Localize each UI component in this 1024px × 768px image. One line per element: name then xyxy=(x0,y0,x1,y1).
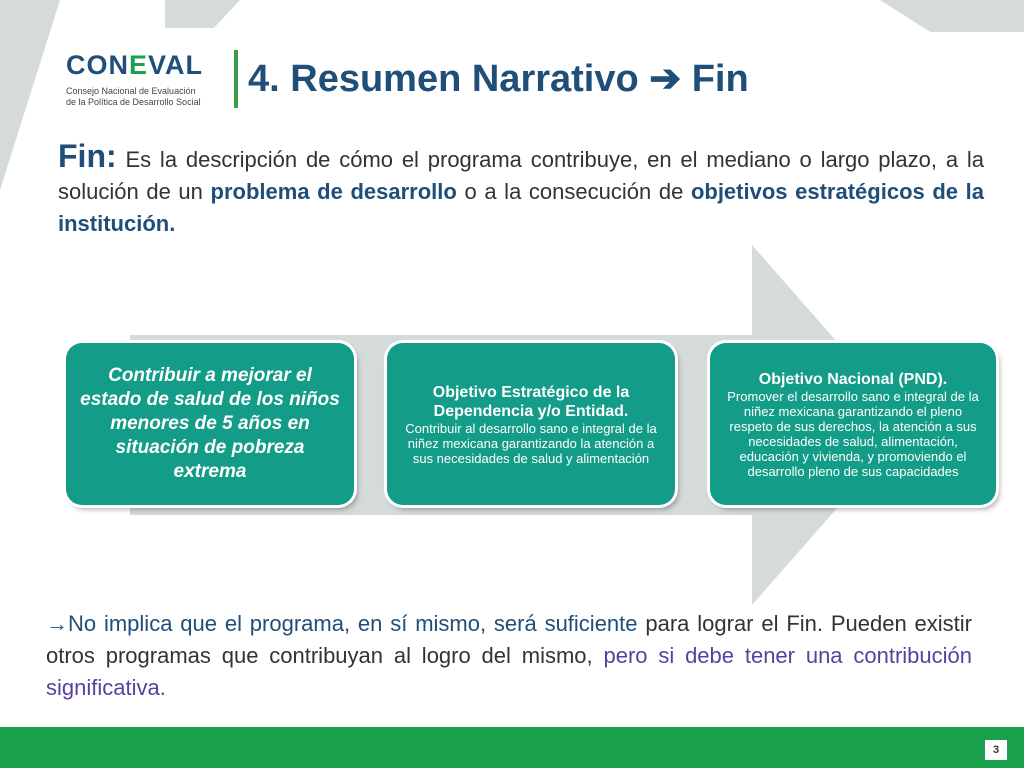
footer-bar xyxy=(0,727,1024,768)
page-number: 3 xyxy=(985,740,1007,760)
logo-wordmark: CONEVAL xyxy=(66,50,204,80)
objetivo-estrategico-box: Objetivo Estratégico de la Dependencia y/o Entidad. Contribuir al desarrollo sano e integral de la niñez mexicana garantizando la atención a sus necesidades de salud y alimentación xyxy=(387,343,675,505)
right-arrow-icon: ➔ xyxy=(649,58,682,100)
logo-subtitle: Consejo Nacional de Evaluación de la Política de Desarrollo Social xyxy=(66,86,201,107)
objetivo-nacional-box: Objetivo Nacional (PND). Promover el desarrollo sano e integral de la niñez mexicana garantizando el pleno respeto de sus derechos, la atención a sus necesidades de salud, alimentación, educación y vivienda, y promoviendo el desarrollo pleno de sus capacidades xyxy=(710,343,996,505)
note-paragraph: →No implica que el programa, en sí mismo, será suficiente para lograr el Fin. Pueden existir otros programas que contribuyan al logro del mismo, pero si debe tener una contribución significativa. xyxy=(46,611,972,700)
fin-box: Contribuir a mejorar el estado de salud de los niños menores de 5 años en situación de pobreza extrema xyxy=(66,343,354,505)
page-title: 4. Resumen Narrativo ➔ Fin xyxy=(248,58,749,100)
fin-definition: Fin: Es la descripción de cómo el programa contribuye, en el mediano o largo plazo, a la solución de un problema de desarrollo o a la consecución de objetivos estratégicos de la institución. xyxy=(58,138,985,236)
fin-label: Fin: xyxy=(58,138,117,174)
right-arrow-icon: → xyxy=(46,611,68,636)
